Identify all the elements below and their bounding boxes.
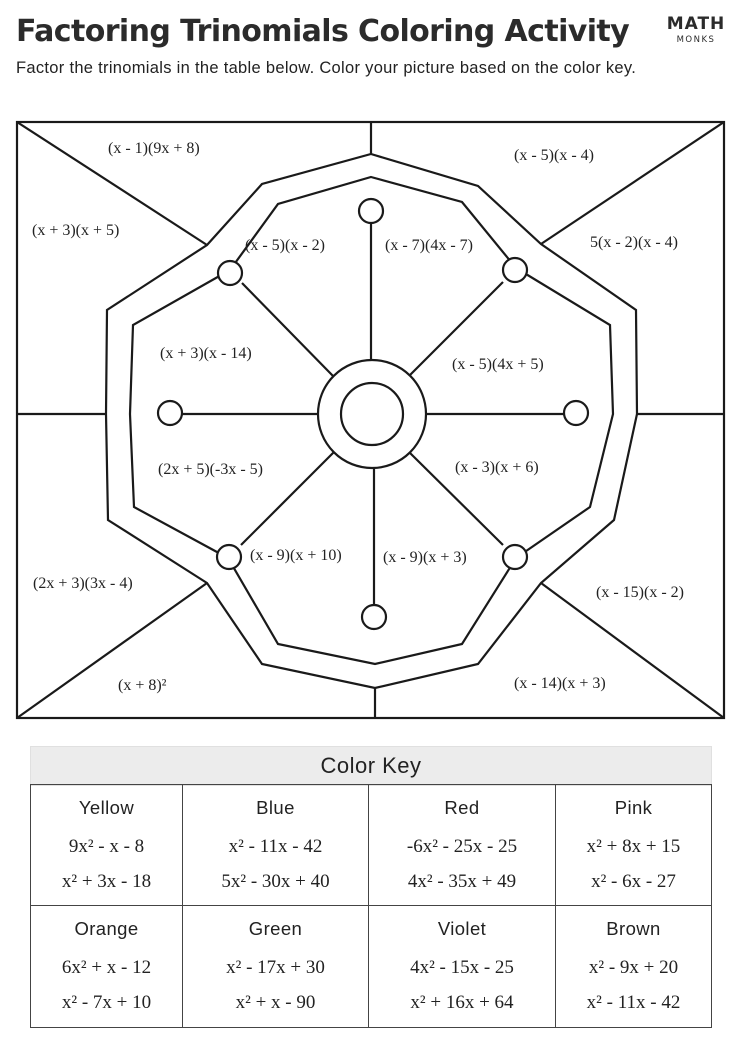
- region-label: (x - 5)(x - 4): [514, 147, 594, 164]
- node-circle: [564, 401, 588, 425]
- divider-line: [17, 583, 207, 718]
- color-name: Brown: [606, 918, 661, 939]
- color-cell-yellow: [31, 785, 183, 906]
- color-name: Violet: [437, 918, 487, 939]
- region-label: (x - 9)(x + 10): [250, 547, 342, 564]
- color-name: Orange: [74, 918, 139, 939]
- region-label: (x - 7)(4x - 7): [385, 237, 473, 254]
- color-cell-brown: [556, 906, 711, 1027]
- color-key-title: Color Key: [30, 746, 712, 786]
- expression: 6x² + x - 12: [61, 957, 152, 978]
- color-name: Yellow: [78, 797, 135, 818]
- color-cell-red: [369, 785, 556, 906]
- color-cell-pink: [556, 785, 711, 906]
- expression: x² + 8x + 15: [586, 836, 681, 857]
- expression: x² - 17x + 30: [226, 957, 325, 978]
- region-label: (x - 9)(x + 3): [383, 549, 467, 566]
- color-name: Blue: [256, 797, 295, 818]
- color-cell-orange: [31, 906, 183, 1027]
- color-name: Green: [248, 918, 303, 939]
- expression: 4x² - 15x - 25: [410, 957, 514, 978]
- node-circle: [158, 401, 182, 425]
- divider-line: [541, 583, 724, 718]
- region-label: (x - 3)(x + 6): [455, 459, 539, 476]
- region-label: (x + 3)(x + 5): [32, 222, 120, 239]
- color-key-grid: [30, 784, 712, 1028]
- color-name: Red: [444, 797, 480, 818]
- color-cell-blue: [183, 785, 369, 906]
- expression: 9x² - x - 8: [68, 836, 145, 857]
- logo-line1: MATH: [666, 14, 726, 34]
- region-label: (x - 1)(9x + 8): [108, 140, 200, 157]
- region-label: (x + 3)(x - 14): [160, 345, 252, 362]
- expression: -6x² - 25x - 25: [406, 836, 518, 857]
- center-inner-circle: [341, 383, 403, 445]
- node-circle: [503, 545, 527, 569]
- region-label: (x - 15)(x - 2): [596, 584, 684, 601]
- region-label: (2x + 5)(-3x - 5): [158, 461, 263, 478]
- color-key: [30, 746, 712, 786]
- spoke: [242, 283, 334, 377]
- node-circle: [217, 545, 241, 569]
- region-label: 5(x - 2)(x - 4): [590, 234, 678, 251]
- divider-line: [541, 122, 724, 244]
- region-label: (2x + 3)(3x - 4): [33, 575, 133, 592]
- logo-line2: MONKS: [676, 35, 716, 45]
- expression: x² - 11x - 42: [228, 836, 323, 857]
- region-label: (x + 8)²: [118, 677, 167, 694]
- expression: x² - 7x + 10: [61, 992, 152, 1013]
- node-circle: [359, 199, 383, 223]
- expression: x² - 6x - 27: [591, 871, 676, 892]
- expression: x² + x - 90: [235, 992, 316, 1013]
- instructions: Factor the trinomials in the table below. Color your picture based on the color key.: [16, 59, 637, 77]
- expression: x² - 9x + 20: [588, 957, 679, 978]
- node-circle: [503, 258, 527, 282]
- color-cell-green: [183, 906, 369, 1027]
- region-label: (x - 5)(4x + 5): [452, 356, 544, 373]
- color-name: Pink: [614, 797, 653, 818]
- expression: x² + 3x - 18: [61, 871, 152, 892]
- expression: 5x² - 30x + 40: [221, 871, 330, 892]
- node-circle: [218, 261, 242, 285]
- expression: x² - 11x - 42: [586, 992, 681, 1013]
- region-label: (x - 14)(x + 3): [514, 675, 606, 692]
- expression: x² + 16x + 64: [410, 992, 514, 1013]
- color-cell-violet: [369, 906, 556, 1027]
- region-label: (x - 5)(x - 2): [245, 237, 325, 254]
- page-title: Factoring Trinomials Coloring Activity: [16, 14, 630, 49]
- expression: 4x² - 35x + 49: [407, 871, 517, 892]
- node-circle: [362, 605, 386, 629]
